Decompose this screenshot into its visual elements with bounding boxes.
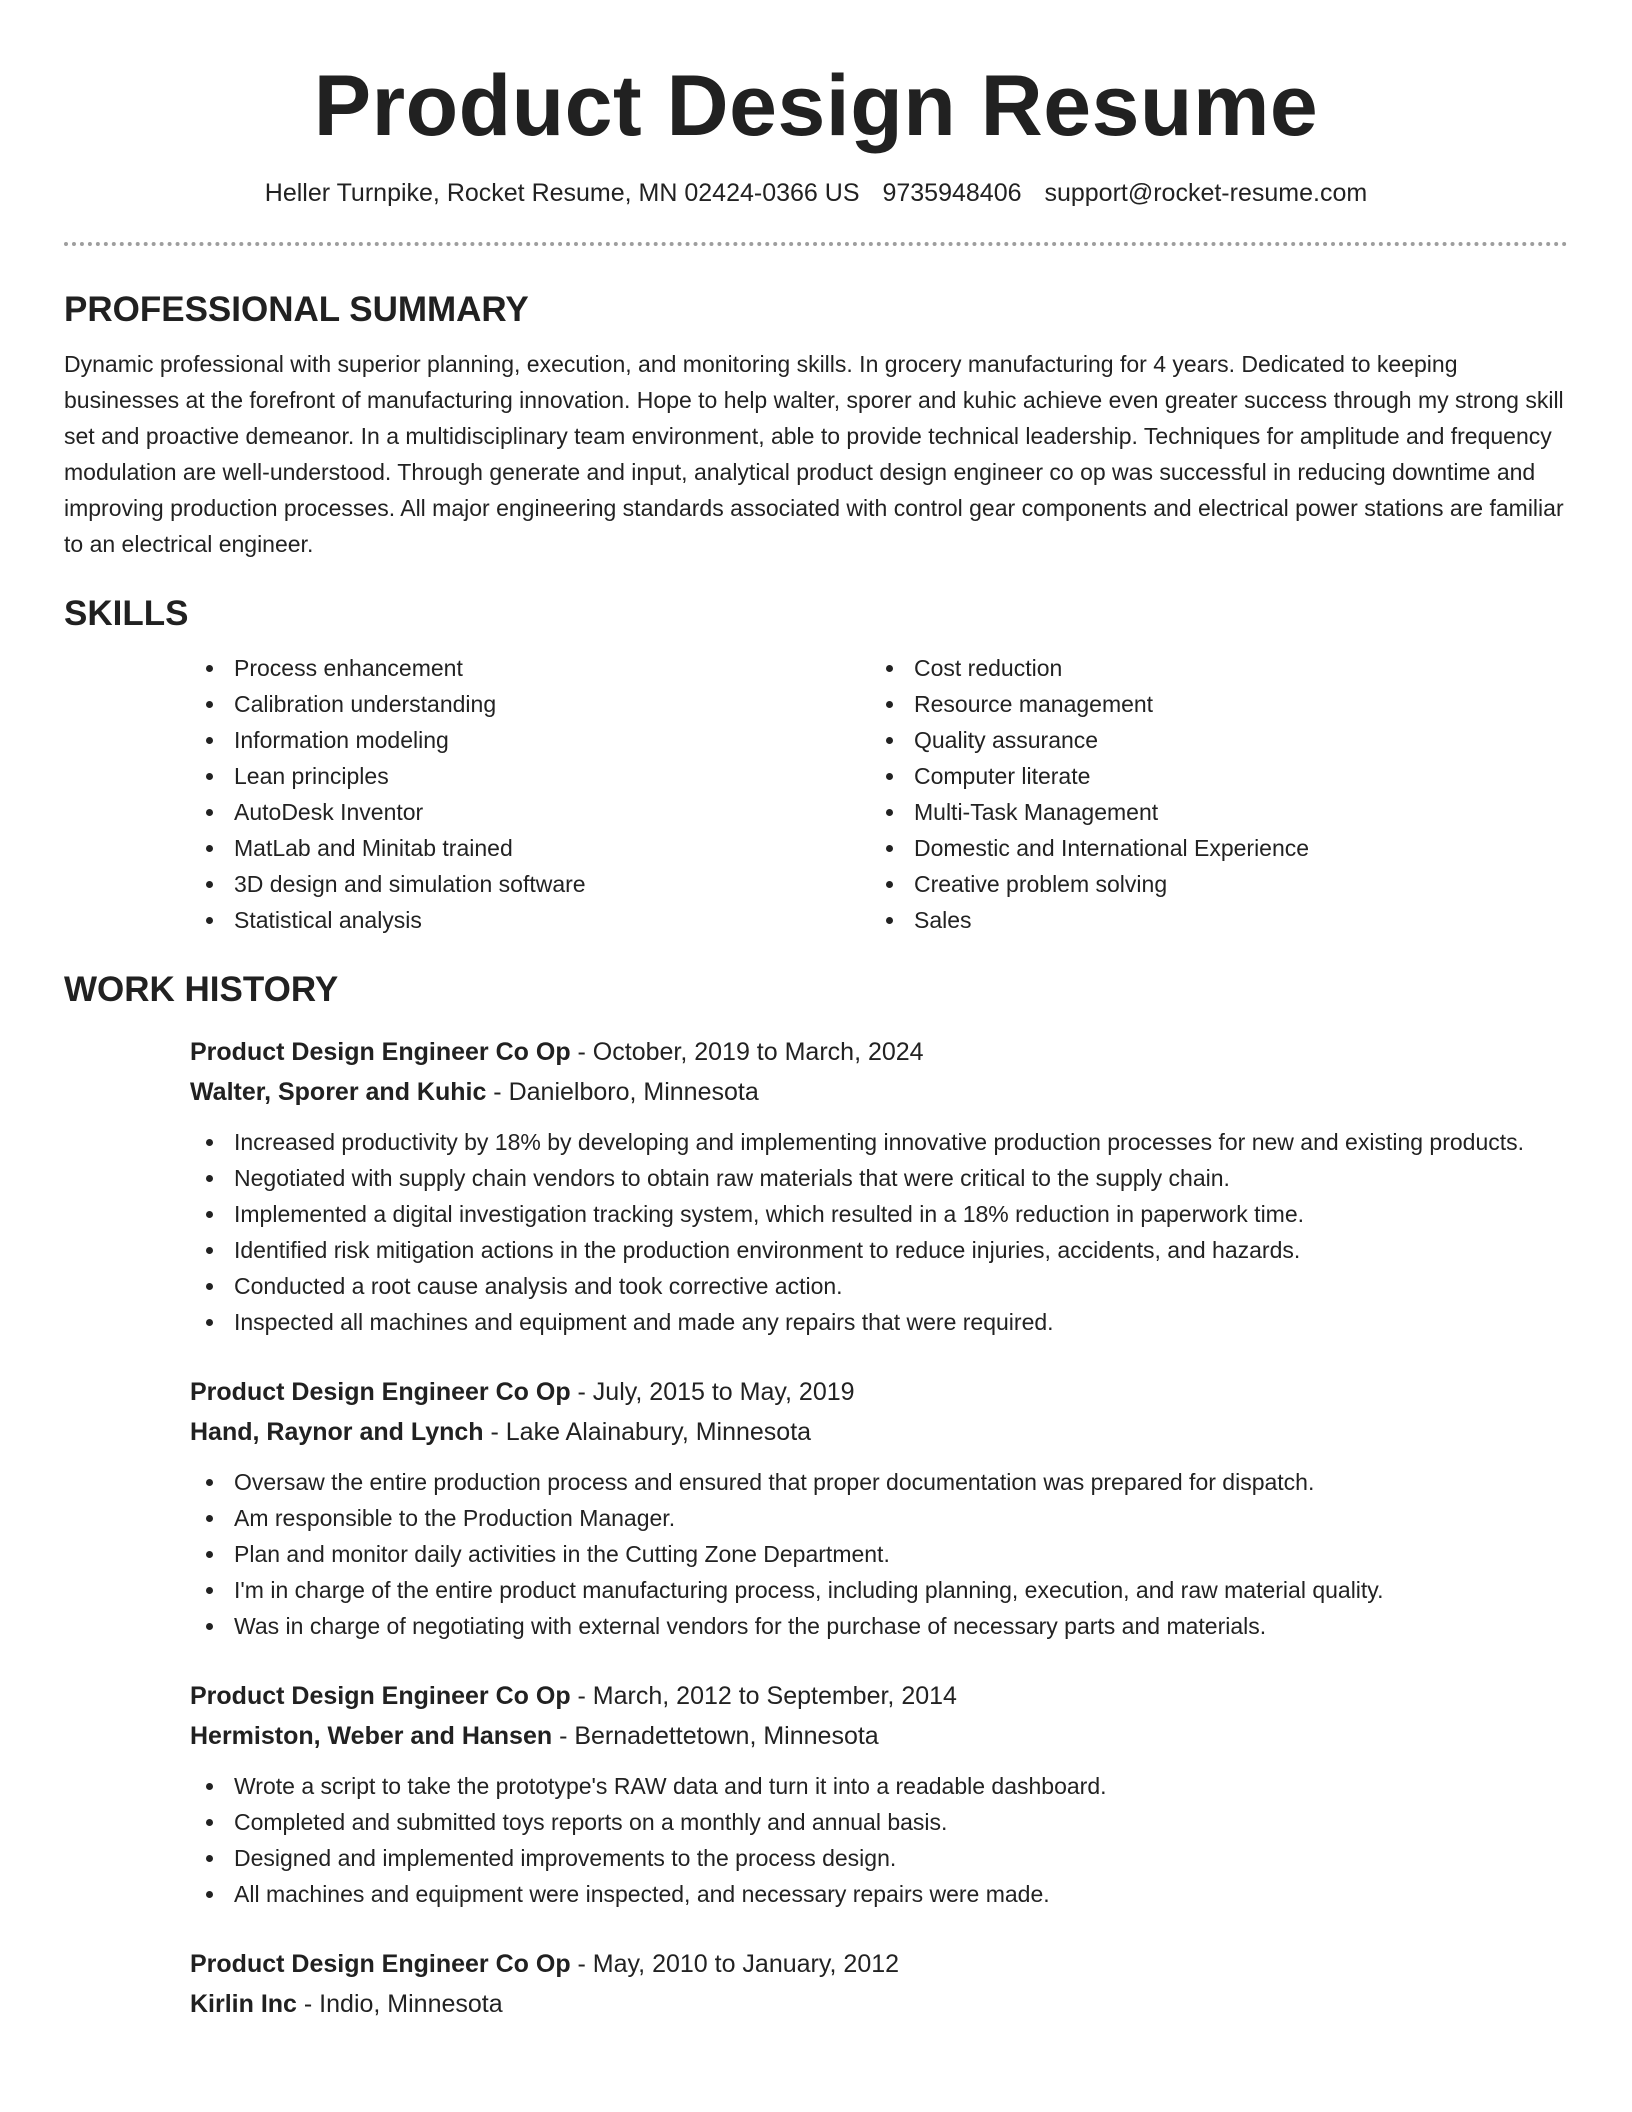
job-company-line bbox=[190, 1984, 1568, 2024]
skill-item: Quality assurance bbox=[870, 722, 1550, 758]
skill-item: Domestic and International Experience bbox=[870, 830, 1550, 866]
job-dates: - October, 2019 to March, 2024 bbox=[570, 1038, 924, 1066]
job-entry bbox=[190, 1676, 1568, 1912]
job-company: Walter, Sporer and Kuhic bbox=[190, 1078, 487, 1106]
job-title-line bbox=[190, 1676, 1568, 1716]
job-title-line bbox=[190, 1944, 1568, 1984]
job-bullet: Conducted a root cause analysis and took corrective action. bbox=[190, 1268, 1568, 1304]
job-bullet: Oversaw the entire production process and ensured that proper documentation was prepared for dispatch. bbox=[190, 1464, 1568, 1500]
job-company: Hand, Raynor and Lynch bbox=[190, 1418, 484, 1446]
skill-item: Information modeling bbox=[190, 722, 870, 758]
job-role: Product Design Engineer Co Op bbox=[190, 1682, 571, 1710]
job-bullet-list bbox=[190, 1768, 1568, 1912]
skill-item: Computer literate bbox=[870, 758, 1550, 794]
job-company-line bbox=[190, 1072, 1568, 1112]
job-role: Product Design Engineer Co Op bbox=[190, 1950, 571, 1978]
job-bullet: Am responsible to the Production Manager. bbox=[190, 1500, 1568, 1536]
skill-item: Lean principles bbox=[190, 758, 870, 794]
skill-item: Statistical analysis bbox=[190, 902, 870, 938]
skill-item: MatLab and Minitab trained bbox=[190, 830, 870, 866]
job-role: Product Design Engineer Co Op bbox=[190, 1378, 571, 1406]
summary-text: Dynamic professional with superior planning, execution, and monitoring skills. In grocery manufacturing for 4 years. Dedicated to keeping businesses at the forefront of manufacturing innovation. Hope to help walter, sporer and kuhic achieve even greater success through my strong skill set and proactive demeanor. In a multidisciplinary team environment, able to provide technical leadership. Techniques for amplitude and frequency modulation are well-understood. Through generate and input, analytical product design engineer co op was successful in reducing downtime and improving production processes. All major engineering standards associated with control gear components and electrical power stations are familiar to an electrical engineer. bbox=[64, 351, 1564, 557]
job-bullet: Plan and monitor daily activities in the Cutting Zone Department. bbox=[190, 1536, 1568, 1572]
skill-item: Resource management bbox=[870, 686, 1550, 722]
job-dates: - May, 2010 to January, 2012 bbox=[570, 1950, 900, 1978]
job-title-line bbox=[190, 1032, 1568, 1072]
contact-email: support@rocket-resume.com bbox=[1044, 179, 1368, 207]
job-entry bbox=[190, 1032, 1568, 1340]
job-bullet: Wrote a script to take the prototype's RAW data and turn it into a readable dashboard. bbox=[190, 1768, 1568, 1804]
job-bullet: Implemented a digital investigation tracking system, which resulted in a 18% reduction in paperwork time. bbox=[190, 1196, 1568, 1232]
skills-list-left bbox=[190, 650, 870, 938]
header-divider bbox=[64, 242, 1568, 246]
job-entry bbox=[190, 1944, 1568, 2024]
skills-columns bbox=[190, 650, 1568, 938]
job-bullet: All machines and equipment were inspected, and necessary repairs were made. bbox=[190, 1876, 1568, 1912]
job-bullet: I'm in charge of the entire product manufacturing process, including planning, execution, and raw material quality. bbox=[190, 1572, 1568, 1608]
skills-heading: SKILLS bbox=[64, 594, 189, 633]
job-dates: - March, 2012 to September, 2014 bbox=[570, 1682, 957, 1710]
job-bullet-list bbox=[190, 1464, 1568, 1644]
job-role: Product Design Engineer Co Op bbox=[190, 1038, 571, 1066]
job-bullet: Inspected all machines and equipment and made any repairs that were required. bbox=[190, 1304, 1568, 1340]
job-dates: - July, 2015 to May, 2019 bbox=[570, 1378, 855, 1406]
skills-list-right bbox=[870, 650, 1550, 938]
job-location: - Danielboro, Minnesota bbox=[486, 1078, 759, 1106]
skill-item: AutoDesk Inventor bbox=[190, 794, 870, 830]
skill-item: 3D design and simulation software bbox=[190, 866, 870, 902]
skill-item: Process enhancement bbox=[190, 650, 870, 686]
skill-item: Multi-Task Management bbox=[870, 794, 1550, 830]
contact-line bbox=[64, 176, 1568, 210]
job-location: - Lake Alainabury, Minnesota bbox=[483, 1418, 812, 1446]
job-bullet: Increased productivity by 18% by developing and implementing innovative production processes for new and existing products. bbox=[190, 1124, 1568, 1160]
job-bullet: Designed and implemented improvements to the process design. bbox=[190, 1840, 1568, 1876]
contact-phone: 9735948406 bbox=[882, 179, 1022, 207]
contact-address: Heller Turnpike, Rocket Resume, MN 02424-0366 US bbox=[264, 179, 860, 207]
resume-page bbox=[64, 0, 1568, 2024]
job-bullet-list bbox=[190, 1124, 1568, 1340]
work-history-heading: WORK HISTORY bbox=[64, 970, 339, 1009]
job-bullet: Was in charge of negotiating with external vendors for the purchase of necessary parts and materials. bbox=[190, 1608, 1568, 1644]
job-company-line bbox=[190, 1716, 1568, 1756]
job-bullet: Negotiated with supply chain vendors to obtain raw materials that were critical to the supply chain. bbox=[190, 1160, 1568, 1196]
summary-heading: PROFESSIONAL SUMMARY bbox=[64, 290, 529, 329]
skill-item: Sales bbox=[870, 902, 1550, 938]
job-bullet: Completed and submitted toys reports on a monthly and annual basis. bbox=[190, 1804, 1568, 1840]
skill-item: Calibration understanding bbox=[190, 686, 870, 722]
job-location: - Indio, Minnesota bbox=[296, 1990, 503, 2018]
job-title-line bbox=[190, 1372, 1568, 1412]
job-company-line bbox=[190, 1412, 1568, 1452]
job-location: - Bernadettetown, Minnesota bbox=[552, 1722, 879, 1750]
job-company: Hermiston, Weber and Hansen bbox=[190, 1722, 553, 1750]
skill-item: Cost reduction bbox=[870, 650, 1550, 686]
job-entry bbox=[190, 1372, 1568, 1644]
skill-item: Creative problem solving bbox=[870, 866, 1550, 902]
job-company: Kirlin Inc bbox=[190, 1990, 297, 2018]
job-bullet: Identified risk mitigation actions in the production environment to reduce injuries, accidents, and hazards. bbox=[190, 1232, 1568, 1268]
resume-title: Product Design Resume bbox=[313, 58, 1319, 154]
